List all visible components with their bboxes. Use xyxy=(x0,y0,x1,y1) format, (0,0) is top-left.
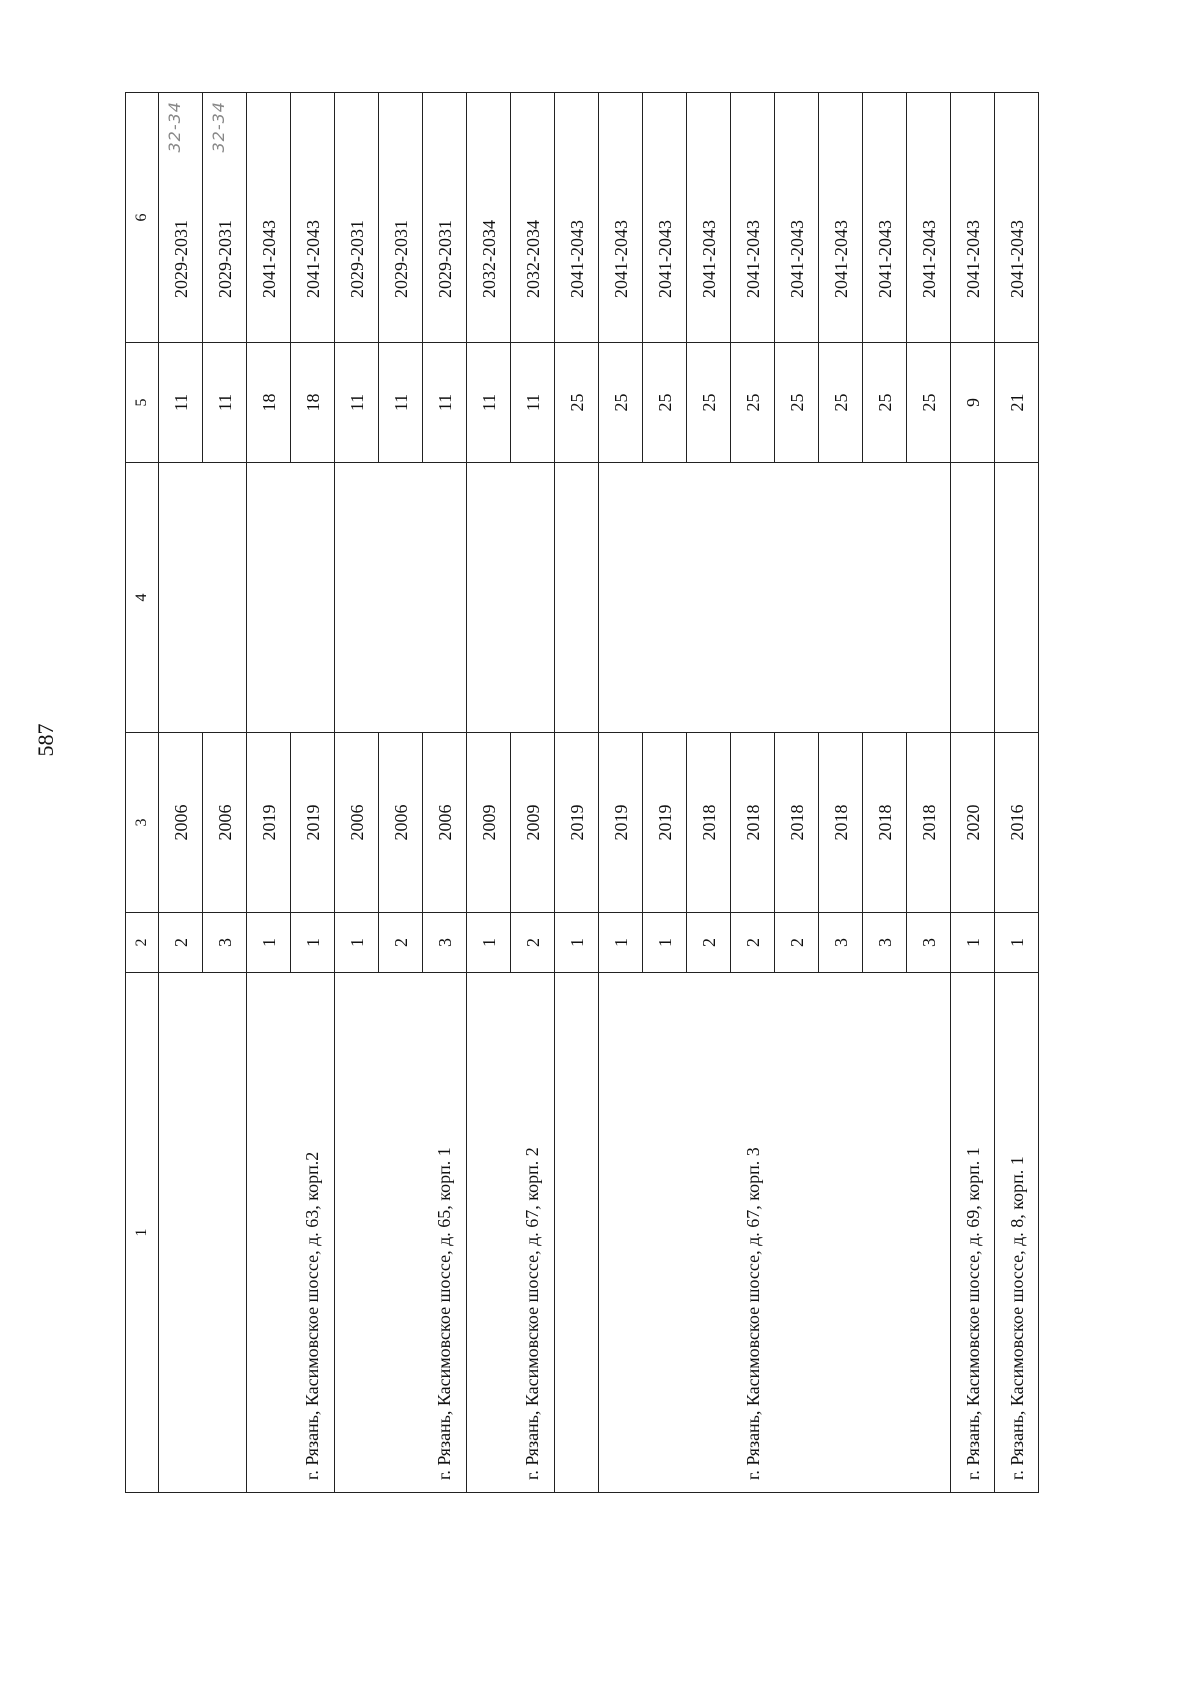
cell-col-3-text: 2019 xyxy=(566,804,587,841)
cell-col-6 xyxy=(335,93,379,343)
cell-col-6 xyxy=(863,93,907,343)
cell-col-4 xyxy=(379,463,423,733)
cell-col-6 xyxy=(599,93,643,343)
cell-col-5 xyxy=(907,343,951,463)
cell-col-5 xyxy=(467,343,511,463)
cell-col-4 xyxy=(819,463,863,733)
table-row xyxy=(467,93,511,1493)
cell-address xyxy=(159,973,203,1493)
cell-col-3-text: 2018 xyxy=(786,804,807,841)
cell-col-2 xyxy=(511,913,555,973)
cell-col-2-text: 2 xyxy=(698,938,719,947)
cell-col-6 xyxy=(555,93,599,343)
header-col-1: 1 xyxy=(126,973,159,1493)
cell-col-6-text: 2029-2031 xyxy=(390,220,411,298)
cell-col-5 xyxy=(159,343,203,463)
cell-col-5 xyxy=(511,343,555,463)
cell-col-5 xyxy=(731,343,775,463)
table-row xyxy=(775,93,819,1493)
cell-col-2-text: 1 xyxy=(302,938,323,947)
cell-address xyxy=(379,973,423,1493)
cell-col-6 xyxy=(423,93,467,343)
cell-address-text: г. Рязань, Касимовское шоссе, д. 8, корп. 1 xyxy=(1006,1156,1027,1480)
cell-col-4 xyxy=(599,463,643,733)
cell-col-3 xyxy=(291,733,335,913)
cell-col-5 xyxy=(379,343,423,463)
cell-col-3-text: 2006 xyxy=(434,804,455,841)
cell-col-6 xyxy=(687,93,731,343)
cell-col-2 xyxy=(379,913,423,973)
cell-col-2 xyxy=(819,913,863,973)
cell-col-2 xyxy=(467,913,511,973)
cell-address-text: г. Рязань, Касимовское шоссе, д. 69, корп. 1 xyxy=(962,1147,983,1480)
cell-address xyxy=(643,973,687,1493)
cell-col-2 xyxy=(291,913,335,973)
cell-col-5 xyxy=(687,343,731,463)
cell-col-6 xyxy=(291,93,335,343)
cell-col-4 xyxy=(423,463,467,733)
cell-address xyxy=(731,973,775,1493)
cell-col-3-text: 2006 xyxy=(390,804,411,841)
cell-col-3 xyxy=(511,733,555,913)
cell-col-3-text: 2018 xyxy=(742,804,763,841)
cell-col-3 xyxy=(907,733,951,913)
cell-col-5-text: 25 xyxy=(918,393,939,412)
cell-col-4 xyxy=(995,463,1039,733)
cell-col-5 xyxy=(775,343,819,463)
header-col-6: 6 xyxy=(126,93,159,343)
cell-col-6-text: 2041-2043 xyxy=(742,220,763,298)
cell-col-4 xyxy=(775,463,819,733)
table-wrapper xyxy=(125,93,1055,1493)
cell-col-6 xyxy=(511,93,555,343)
cell-col-6 xyxy=(467,93,511,343)
cell-col-6-text: 2029-2031 xyxy=(346,220,367,298)
cell-col-6-text: 2041-2043 xyxy=(962,220,983,298)
cell-col-2 xyxy=(335,913,379,973)
cell-address xyxy=(291,973,335,1493)
cell-col-3 xyxy=(599,733,643,913)
cell-col-2-text: 1 xyxy=(346,938,367,947)
cell-col-5-text: 25 xyxy=(742,393,763,412)
cell-col-6 xyxy=(819,93,863,343)
cell-col-2-text: 3 xyxy=(830,938,851,947)
table-row xyxy=(511,93,555,1493)
cell-col-2 xyxy=(951,913,995,973)
cell-col-5 xyxy=(203,343,247,463)
cell-col-2-text: 1 xyxy=(478,938,499,947)
cell-col-2 xyxy=(731,913,775,973)
cell-col-4 xyxy=(555,463,599,733)
cell-col-5-text: 11 xyxy=(346,393,367,412)
cell-col-2-text: 3 xyxy=(434,938,455,947)
cell-col-3-text: 2018 xyxy=(918,804,939,841)
cell-col-6-text: 2041-2043 xyxy=(566,220,587,298)
table-row xyxy=(687,93,731,1493)
cell-col-5 xyxy=(555,343,599,463)
cell-col-3 xyxy=(247,733,291,913)
cell-col-5 xyxy=(995,343,1039,463)
cell-address-text: г. Рязань, Касимовское шоссе, д. 65, корп. 1 xyxy=(434,1147,455,1480)
table-row xyxy=(379,93,423,1493)
cell-col-3 xyxy=(775,733,819,913)
cell-col-5-text: 25 xyxy=(566,393,587,412)
cell-col-4 xyxy=(159,463,203,733)
cell-col-3 xyxy=(335,733,379,913)
cell-col-5 xyxy=(599,343,643,463)
table-row xyxy=(335,93,379,1493)
cell-address xyxy=(555,973,599,1493)
cell-col-3-text: 2006 xyxy=(346,804,367,841)
cell-col-3-text: 2018 xyxy=(874,804,895,841)
cell-col-2-text: 1 xyxy=(1006,938,1027,947)
cell-address xyxy=(775,973,819,1493)
handwritten-note: 32-34 xyxy=(165,101,184,153)
cell-col-2-text: 2 xyxy=(786,938,807,947)
cell-col-3-text: 2009 xyxy=(522,804,543,841)
cell-col-3-text: 2006 xyxy=(170,804,191,841)
cell-col-5-text: 25 xyxy=(610,393,631,412)
cell-address-text: г. Рязань, Касимовское шоссе, д. 67, корп. 2 xyxy=(522,1147,543,1480)
cell-address-text: г. Рязань, Касимовское шоссе, д. 67, корп. 3 xyxy=(742,1147,763,1480)
cell-col-5 xyxy=(291,343,335,463)
cell-col-2 xyxy=(775,913,819,973)
cell-col-5-text: 11 xyxy=(170,393,191,412)
cell-col-2-text: 3 xyxy=(918,938,939,947)
cell-col-3-text: 2006 xyxy=(214,804,235,841)
cell-col-5-text: 18 xyxy=(258,393,279,412)
cell-col-6-text: 2041-2043 xyxy=(874,220,895,298)
cell-col-5-text: 11 xyxy=(390,393,411,412)
cell-col-3 xyxy=(467,733,511,913)
cell-address xyxy=(995,973,1039,1493)
cell-address xyxy=(467,973,511,1493)
cell-col-6-text: 2029-2031 xyxy=(434,220,455,298)
cell-col-2-text: 2 xyxy=(170,938,191,947)
table-row xyxy=(819,93,863,1493)
cell-col-4 xyxy=(335,463,379,733)
cell-col-5-text: 25 xyxy=(786,393,807,412)
cell-col-2 xyxy=(159,913,203,973)
cell-col-2-text: 1 xyxy=(654,938,675,947)
cell-col-6 xyxy=(159,93,203,343)
table-row xyxy=(951,93,995,1493)
cell-col-6-text: 2041-2043 xyxy=(918,220,939,298)
cell-address xyxy=(907,973,951,1493)
page-number: 587 xyxy=(33,723,58,757)
cell-col-6 xyxy=(643,93,687,343)
cell-col-2 xyxy=(247,913,291,973)
cell-col-2-text: 1 xyxy=(610,938,631,947)
cell-col-4 xyxy=(643,463,687,733)
cell-col-2 xyxy=(643,913,687,973)
cell-col-4 xyxy=(863,463,907,733)
cell-col-3-text: 2016 xyxy=(1006,804,1027,841)
cell-col-5 xyxy=(863,343,907,463)
cell-col-4 xyxy=(951,463,995,733)
cell-col-2-text: 1 xyxy=(258,938,279,947)
cell-col-3 xyxy=(159,733,203,913)
cell-col-3 xyxy=(863,733,907,913)
cell-col-4 xyxy=(247,463,291,733)
cell-col-6-text: 2041-2043 xyxy=(302,220,323,298)
cell-col-3 xyxy=(423,733,467,913)
data-table xyxy=(125,92,1039,1493)
header-col-2: 2 xyxy=(126,913,159,973)
cell-address xyxy=(863,973,907,1493)
cell-col-6 xyxy=(951,93,995,343)
cell-col-4 xyxy=(511,463,555,733)
cell-col-3-text: 2018 xyxy=(830,804,851,841)
cell-col-5 xyxy=(335,343,379,463)
cell-col-5-text: 25 xyxy=(698,393,719,412)
table-row xyxy=(731,93,775,1493)
cell-col-6-text: 2041-2043 xyxy=(830,220,851,298)
table-row xyxy=(291,93,335,1493)
cell-col-2 xyxy=(555,913,599,973)
cell-address xyxy=(203,973,247,1493)
cell-col-2-text: 1 xyxy=(566,938,587,947)
cell-col-3 xyxy=(379,733,423,913)
cell-address-text: г. Рязань, Касимовское шоссе, д. 63, корп.2 xyxy=(302,1151,323,1480)
cell-col-3-text: 2019 xyxy=(654,804,675,841)
cell-col-2 xyxy=(599,913,643,973)
cell-col-5-text: 11 xyxy=(478,393,499,412)
cell-col-3 xyxy=(643,733,687,913)
cell-address xyxy=(511,973,555,1493)
cell-col-2 xyxy=(863,913,907,973)
cell-col-5-text: 11 xyxy=(434,393,455,412)
header-col-3: 3 xyxy=(126,733,159,913)
cell-col-3-text: 2019 xyxy=(302,804,323,841)
cell-col-6 xyxy=(907,93,951,343)
cell-col-2 xyxy=(995,913,1039,973)
table-row xyxy=(247,93,291,1493)
cell-col-3 xyxy=(951,733,995,913)
cell-col-2 xyxy=(423,913,467,973)
cell-col-6 xyxy=(731,93,775,343)
cell-address xyxy=(687,973,731,1493)
cell-col-2-text: 3 xyxy=(214,938,235,947)
table-row xyxy=(863,93,907,1493)
cell-col-5-text: 9 xyxy=(962,398,983,407)
cell-col-6-text: 2041-2043 xyxy=(1006,220,1027,298)
cell-col-3 xyxy=(819,733,863,913)
table-row xyxy=(599,93,643,1493)
cell-col-2 xyxy=(907,913,951,973)
cell-col-5-text: 25 xyxy=(874,393,895,412)
cell-col-5-text: 11 xyxy=(214,393,235,412)
header-col-5: 5 xyxy=(126,343,159,463)
cell-col-4 xyxy=(291,463,335,733)
table-row xyxy=(643,93,687,1493)
cell-col-5 xyxy=(643,343,687,463)
cell-col-3-text: 2018 xyxy=(698,804,719,841)
cell-col-5-text: 25 xyxy=(830,393,851,412)
cell-col-6 xyxy=(995,93,1039,343)
cell-col-3 xyxy=(687,733,731,913)
cell-col-4 xyxy=(687,463,731,733)
cell-col-2-text: 3 xyxy=(874,938,895,947)
cell-col-3-text: 2019 xyxy=(258,804,279,841)
cell-col-6-text: 2041-2043 xyxy=(610,220,631,298)
cell-address xyxy=(951,973,995,1493)
table-row xyxy=(159,93,203,1493)
cell-col-6 xyxy=(775,93,819,343)
cell-col-3 xyxy=(203,733,247,913)
cell-address xyxy=(599,973,643,1493)
cell-address xyxy=(423,973,467,1493)
cell-address xyxy=(335,973,379,1493)
table-row xyxy=(423,93,467,1493)
cell-col-2-text: 2 xyxy=(742,938,763,947)
cell-col-5-text: 21 xyxy=(1006,393,1027,412)
cell-col-5-text: 18 xyxy=(302,393,323,412)
cell-col-6-text: 2032-2034 xyxy=(478,220,499,298)
table-row xyxy=(555,93,599,1493)
cell-col-5 xyxy=(423,343,467,463)
cell-col-5-text: 11 xyxy=(522,393,543,412)
cell-address xyxy=(819,973,863,1493)
cell-col-3 xyxy=(731,733,775,913)
handwritten-note: 32-34 xyxy=(209,101,228,153)
cell-col-6-text: 2041-2043 xyxy=(654,220,675,298)
cell-col-5-text: 25 xyxy=(654,393,675,412)
cell-col-6-text: 2041-2043 xyxy=(698,220,719,298)
cell-address xyxy=(247,973,291,1493)
cell-col-2 xyxy=(687,913,731,973)
cell-col-6-text: 2029-2031 xyxy=(214,220,235,298)
cell-col-3-text: 2009 xyxy=(478,804,499,841)
cell-col-2 xyxy=(203,913,247,973)
cell-col-3 xyxy=(555,733,599,913)
cell-col-6-text: 2032-2034 xyxy=(522,220,543,298)
cell-col-6 xyxy=(203,93,247,343)
cell-col-2-text: 1 xyxy=(962,938,983,947)
cell-col-6-text: 2029-2031 xyxy=(170,220,191,298)
table-row xyxy=(907,93,951,1493)
cell-col-2-text: 2 xyxy=(522,938,543,947)
cell-col-4 xyxy=(203,463,247,733)
cell-col-5 xyxy=(951,343,995,463)
header-row xyxy=(126,93,159,1493)
cell-col-6-text: 2041-2043 xyxy=(258,220,279,298)
cell-col-6-text: 2041-2043 xyxy=(786,220,807,298)
cell-col-4 xyxy=(731,463,775,733)
cell-col-2-text: 2 xyxy=(390,938,411,947)
cell-col-3 xyxy=(995,733,1039,913)
cell-col-5 xyxy=(819,343,863,463)
table-row xyxy=(203,93,247,1493)
cell-col-5 xyxy=(247,343,291,463)
cell-col-6 xyxy=(379,93,423,343)
cell-col-4 xyxy=(467,463,511,733)
cell-col-3-text: 2020 xyxy=(962,804,983,841)
table-row xyxy=(995,93,1039,1493)
cell-col-6 xyxy=(247,93,291,343)
cell-col-4 xyxy=(907,463,951,733)
table-body xyxy=(159,93,1039,1493)
header-col-4: 4 xyxy=(126,463,159,733)
cell-col-3-text: 2019 xyxy=(610,804,631,841)
